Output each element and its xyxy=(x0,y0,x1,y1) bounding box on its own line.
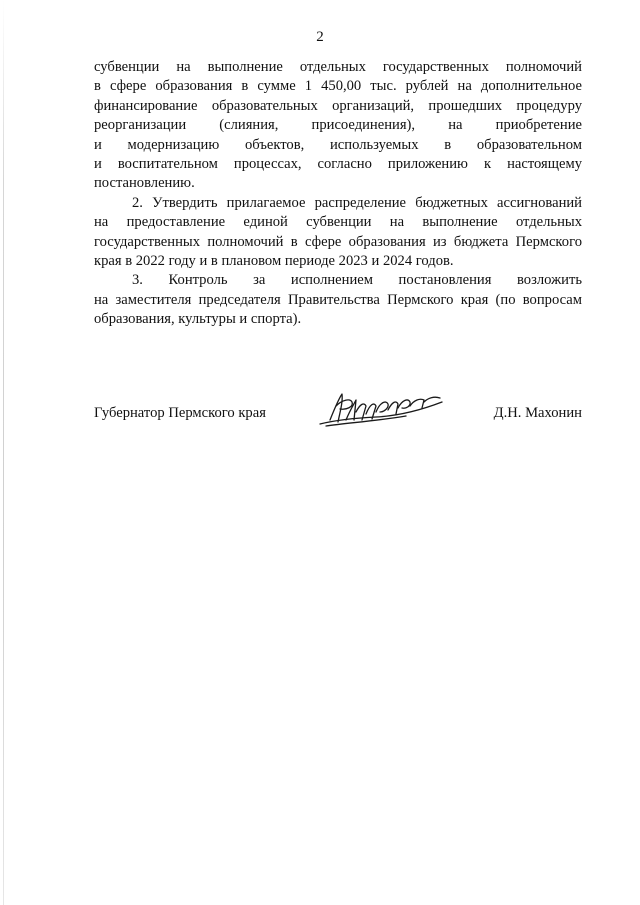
signatory-title: Губернатор Пермского края xyxy=(94,405,266,421)
paragraph-2-line: края в 2022 году и в плановом периоде 2023 и 2024 годов. xyxy=(94,253,454,270)
paragraph-1-line: и воспитательном процессах, согласно приложению к настоящему xyxy=(94,156,582,173)
paragraph-2-line: государственных полномочий в сфере образования из бюджета Пермского xyxy=(94,233,582,250)
scan-edge-line xyxy=(3,0,4,905)
paragraph-3-line: 3. Контроль за исполнением постановления возложить xyxy=(132,272,582,289)
signature-block xyxy=(94,398,582,438)
paragraph-1-line: постановлению. xyxy=(94,175,195,192)
page-number: 2 xyxy=(316,29,324,45)
paragraph-3-line: образования, культуры и спорта). xyxy=(94,311,302,328)
paragraph-1-line: субвенции на выполнение отдельных государственных полномочий xyxy=(94,59,582,75)
paragraph-1-line: и модернизацию объектов, используемых в образовательном xyxy=(94,136,582,153)
paragraph-1-line: в сфере образования в сумме 1 450,00 тыс. рублей на дополнительное xyxy=(94,78,582,95)
paragraph-2 xyxy=(94,194,582,272)
paragraph-1-line: реорганизации (слияния, присоединения), на приобретение xyxy=(94,117,582,134)
document-body xyxy=(94,58,582,330)
paragraph-3 xyxy=(94,271,582,329)
paragraph-2-line: на предоставление единой субвенции на выполнение отдельных xyxy=(94,214,582,231)
signatory-name: Д.Н. Махонин xyxy=(493,405,582,421)
paragraph-3-line: на заместителя председателя Правительства Пермского края (по вопросам xyxy=(94,291,582,308)
paragraph-1-line: финансирование образовательных организаций, прошедших процедуру xyxy=(94,97,582,114)
handwritten-signature xyxy=(316,390,446,430)
paragraph-1 xyxy=(94,58,582,194)
paragraph-2-line: 2. Утвердить прилагаемое распределение бюджетных ассигнований xyxy=(132,194,582,211)
